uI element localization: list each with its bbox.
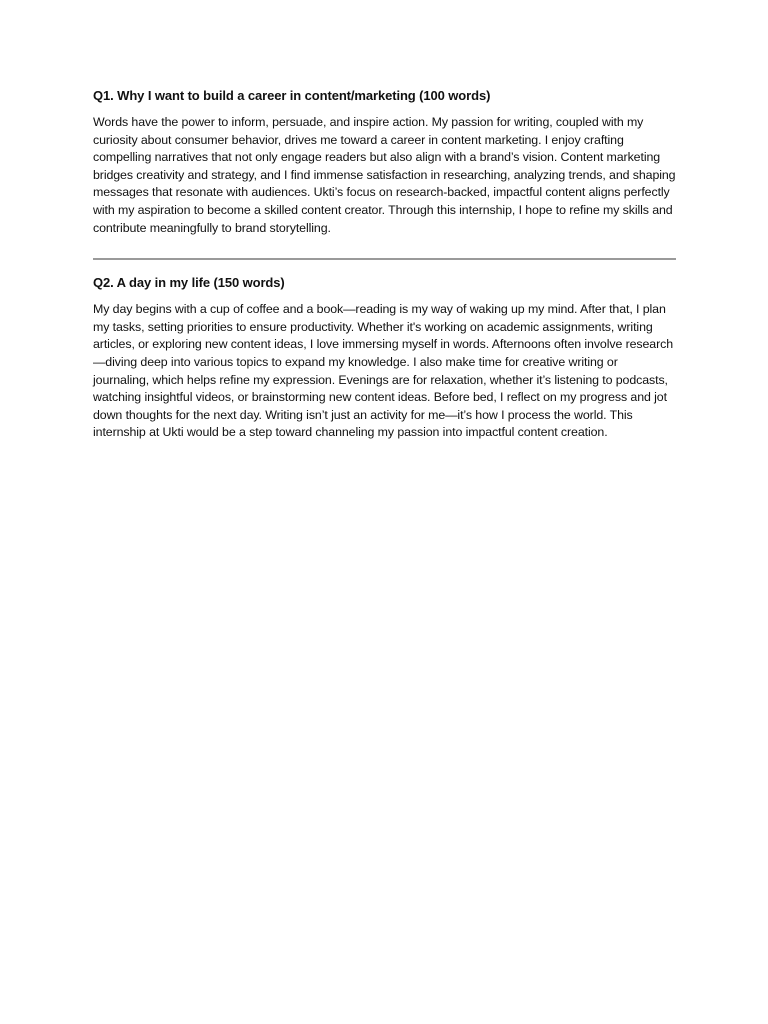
question-1-answer: Words have the power to inform, persuade, and inspire action. My passion for writing, coupled with my curiosity about consumer behavior, drives me toward a career in content marketing. I enjoy crafting compelling narratives that not only engage readers but also align with a brand’s vision. Content marketing bridges creativity and strategy, and I find immense satisfaction in researching, analyzing trends, and shaping messages that resonate with audiences. Ukti’s focus on research-backed, impactful content aligns perfectly with my aspiration to become a skilled content creator. Through this internship, I hope to refine my skills and contribute meaningfully to brand storytelling.: [93, 115, 676, 235]
question-2-heading: Q2. A day in my life (150 words): [93, 275, 285, 291]
question-1-heading: Q1. Why I want to build a career in content/marketing (100 words): [93, 88, 491, 103]
question-2-answer: My day begins with a cup of coffee and a book—reading is my way of waking up my mind. After that, I plan my tasks, setting priorities to ensure productivity. Whether it's working on academic assignments, writing articles, or exploring new content ideas, I love immersing myself in words. Afternoons often involve research—diving deep into various topics to expand my knowledge. I also make time for creative writing or journaling, which helps refine my expression. Evenings are for relaxation, whether it’s listening to podcasts, watching insightful videos, or brainstorming new content ideas. Before bed, I reflect on my progress and jot down thoughts for the next day. Writing isn’t just an activity for me—it’s how I process the world. This internship at Ukti would be a step toward channeling my passion into impactful content creation.: [93, 302, 673, 440]
question-1-section: [93, 87, 676, 237]
document-content: [93, 87, 676, 442]
section-divider: [93, 258, 676, 260]
question-2-section: [93, 274, 676, 442]
